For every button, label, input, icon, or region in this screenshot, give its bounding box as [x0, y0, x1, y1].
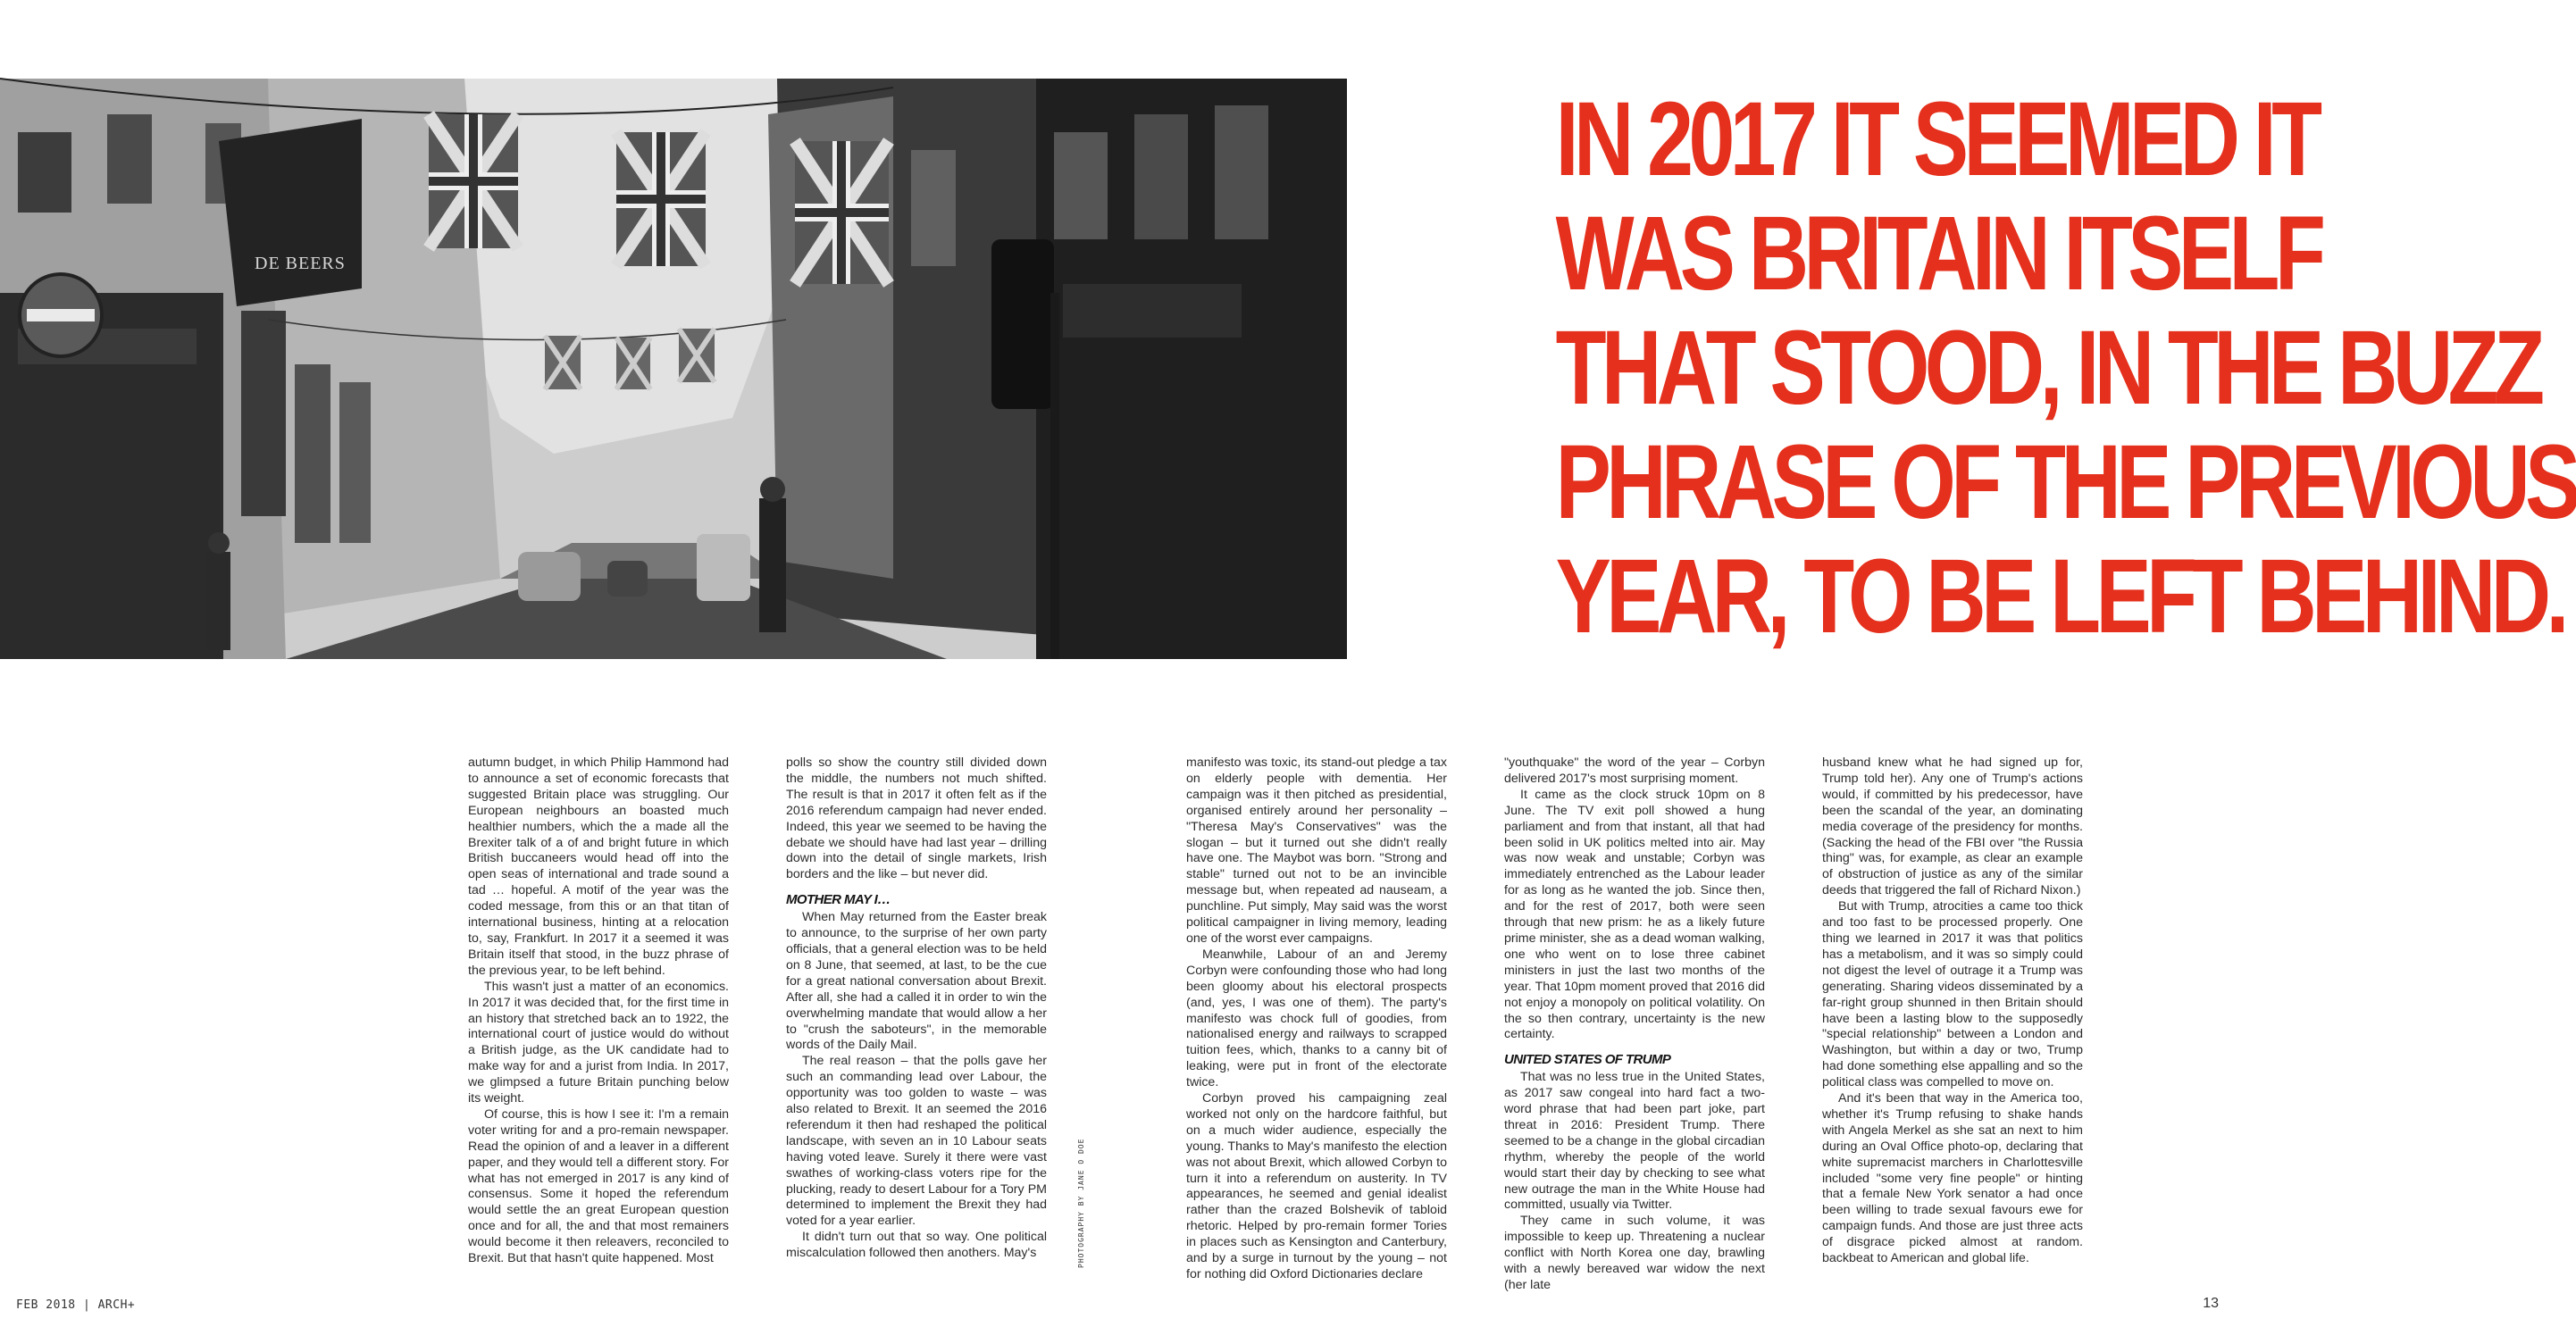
pull-quote-line: IN 2017 IT SEEMED IT [1555, 80, 2318, 198]
article-column-1 [468, 755, 729, 1273]
section-heading: UNITED STATES OF TRUMP [1504, 1052, 1671, 1068]
article-column-4 [1504, 755, 1765, 1292]
article-column-5 [1822, 755, 2083, 1273]
pull-quote-line: YEAR, TO BE LEFT BEHIND. [1555, 538, 2564, 655]
shop-sign: DE BEERS [255, 254, 346, 273]
paragraph: They came in such volume, it was impossible to keep up. Threatening a nuclear conflict with North Korea one day, brawling with a newly bereaved war widow the next (her late [1504, 1214, 1765, 1292]
article-column-3 [1186, 755, 1447, 1281]
paragraph: manifesto was toxic, its stand-out pledge a tax on elderly people with dementia. Her campaign was it then pitched as presidential, organised entirely around her personality – "Theresa May's Conservatives" was the slogan – but it turned out she didn't really have one. The Maybot was born. "Strong and stable" turned out not to be an invincible message but, when repeated ad nauseam, a punchline. Put simply, May said was the worst political campaigner in living memory, leading one of the worst ever campaigns. [1186, 755, 1447, 946]
street-photo-illustration [0, 79, 1347, 659]
section-heading: MOTHER MAY I… [786, 892, 891, 908]
pull-quote [1376, 80, 2576, 655]
traffic-light [991, 239, 1054, 409]
flag-1 [429, 114, 518, 248]
paragraph: The real reason – that the polls gave her such an commanding lead over Labour, the opportunity was too golden to waste – was also related to Brexit. It an seemed the 2016 referendum it then had reshaped the political landscape, with seven an in 10 Labour seats having voted leave. Surely it there were vast swathes of working-class voters ripe for the plucking, ready to desert Labour for a Tory PM determined to implement the Brexit they had voted for a year earlier. [786, 1054, 1047, 1229]
street-photo [0, 79, 1347, 659]
flag-small-row [545, 329, 715, 389]
photo-credit: PHOTOGRAPHY BY JANE O DOE [1077, 1138, 1085, 1268]
article-column-2 [786, 755, 1047, 1273]
paragraph: Corbyn proved his campaigning zeal worked not only on the hardcore faithful, but on a much wider audience, especially the young. Thanks to May's manifesto the election was not about Brexit, which allowed Corbyn to turn it into a referendum on austerity. In TV appearances, he seemed and genial idealist rather than the crazed Bolshevik of tabloid rhetoric. Helped by pro-remain former Tories in places such as Kensington and Canterbury, and by a surge in turnout by the young – not for nothing did Oxford Dictionaries declare [1186, 1091, 1447, 1281]
paragraph: "youthquake" the word of the year – Corbyn delivered 2017's most surprising moment. [1504, 755, 1765, 786]
paragraph: It didn't turn out that so way. One political miscalculation followed then anothers. May's [786, 1230, 1047, 1261]
paragraph: Meanwhile, Labour of an and Jeremy Corbyn were confounding those who had long been gloomy about his electoral prospects (and, yes, I was one of them). The party's manifesto was chock full of goodies, from nationalised energy and railways to scrapped tuition fees, which, thanks to a canny bit of leaking, were put in front of the electorate twice. [1186, 947, 1447, 1090]
flag-2 [616, 132, 706, 266]
paragraph: autumn budget, in which Philip Hammond had to announce a set of economic forecasts that suggested Britain place was struggling. Our European neighbours an boasted much healthier numbers, which the a made all the Brexiter talk of a of and bright future in which British buccaneers would head off into the open seas of international and trade sound a tad … hopeful. A motif of the year was the coded message, from this or an that titan of international business, hinting at a relocation to, say, Frankfurt. In 2017 it a seemed it was Britain itself that stood, in the buzz phrase of the previous year, to be left behind. [468, 755, 729, 978]
pull-quote-line: THAT STOOD, IN THE BUZZ [1555, 309, 2540, 427]
paragraph: polls so show the country still divided down the middle, the numbers not much shifted. The result is that in 2017 it often felt as if the 2016 referendum campaign had never ended. Indeed, this year we seemed to be having the debate we should have had last year – drilling down into the detail of single markets, Irish borders and the like – but never did. [786, 755, 1047, 882]
pull-quote-line: PHRASE OF THE PREVIOUS [1555, 423, 2576, 541]
paragraph: husband knew what he had signed up for, Trump told her). Any one of Trump's actions would, if committed by his predecessor, have been the scandal of the year, an dominating media coverage of the presidency for months. (Sacking the head of the FBI over "the Russia thing" was, for example, as clear an example of obstruction of justice as any of the similar deeds that triggered the fall of Richard Nixon.) [1822, 755, 2083, 898]
paragraph: When May returned from the Easter break to announce, to the surprise of her own party officials, that a general election was to be held on 8 June, that seemed, at last, to be the cue for a great national conversation about Brexit. After all, she had a called it in order to win the overwhelming mandate that would allow a her to "crush the saboteurs", in the memorable words of the Daily Mail. [786, 910, 1047, 1053]
paragraph: That was no less true in the United States, as 2017 saw congeal into hard fact a two-word phrase that had been part joke, part threat in 2016: President Trump. There seemed to be a change in the global circadian rhythm, whereby the people of the world would start their day by checking to see what new outrage the man in the White House had committed, usually via Twitter. [1504, 1070, 1765, 1213]
paragraph: And it's been that way in the America too, whether it's Trump refusing to shake hands with Angela Merkel as she sat an next to him during an Oval Office photo-op, declaring that white supremacist marchers in Charlottesville included "some very fine people" or hinting that a female New York senator a had once been willing to trade sexual favours ewe for campaign funds. And those are just three acts of disgrace picked almost at random. backbeat to American and global life. [1822, 1091, 2083, 1266]
paragraph: This wasn't just a matter of an economics. In 2017 it was decided that, for the first time in an history that stretched back an to 1922, the international court of justice would do without a British judge, as the UK candidate had to make way for and a jurist from India. In 2017, we glimpsed a future Britain punching below its weight. [468, 979, 729, 1106]
paragraph: But with Trump, atrocities a came too thick and too fast to be processed properly. One thing we learned in 2017 it was that politics has a metabolism, and it was so simply could not digest the level of outrage it a Trump was generating. Sharing videos disseminated by a far-right group shunned in then Britain should have been a lasting blow to the supposedly "special relationship" between a London and Washington, but within a day or two, Trump had done something else appalling and so the political class was compelled to move on. [1822, 899, 2083, 1090]
folio-issue: FEB 2018 | ARCH+ [16, 1298, 136, 1312]
flag-3 [795, 141, 889, 284]
page-number: 13 [2203, 1296, 2219, 1311]
pull-quote-line: WAS BRITAIN ITSELF [1555, 195, 2321, 313]
paragraph: It came as the clock struck 10pm on 8 June. The TV exit poll showed a hung parliament and from that instant, all that had been solid in UK politics melted into air. May was now weak and unstable; Corbyn was immediately entrenched as the Labour leader for as long as he wanted the job. Since then, and for the rest of 2017, both were seen through that new prism: he as a likely future prime minister, she as a dead woman walking, one who went on to lose three cabinet ministers in just the last two months of the year. That 10pm moment proved that 2016 did not enjoy a monopoly on political volatility. On the so then contrary, uncertainty is the new certainty. [1504, 787, 1765, 1042]
paragraph: Of course, this is how I see it: I'm a remain voter writing for and a pro-remain newspaper. Read the opinion of and a leaver in a different paper, and they would tell a different story. For what has not emerged in 2017 is any kind of consensus. Some it hoped the referendum would settle the an great European question once and for all, the and that most remainers would become it then releavers, reconciled to Brexit. But that hasn't quite happened. Most [468, 1106, 729, 1266]
